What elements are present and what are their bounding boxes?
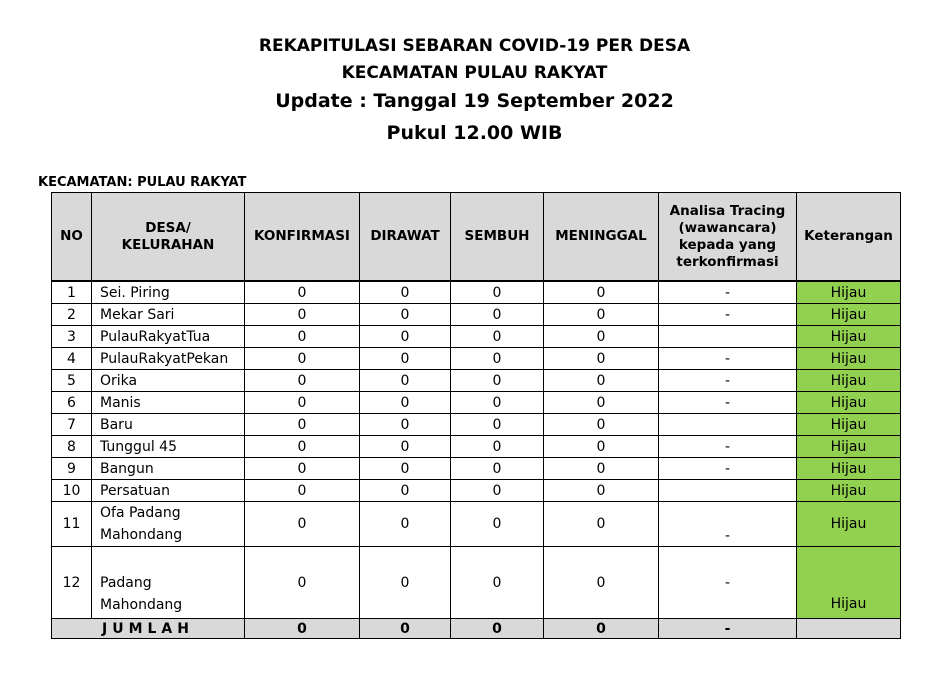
cell-keterangan: Hijau (797, 458, 901, 480)
cell-no: 9 (52, 458, 92, 480)
cell-keterangan: Hijau (797, 348, 901, 370)
cell-desa-line2: Mahondang (100, 527, 183, 543)
cell-konfirmasi: 0 (245, 326, 360, 348)
cell-meninggal: 0 (544, 414, 659, 436)
header-keterangan: Keterangan (797, 193, 901, 282)
cell-konfirmasi: 0 (245, 502, 360, 547)
table-row (52, 326, 901, 348)
report-subtitle: KECAMATAN PULAU RAKYAT (341, 63, 608, 83)
cell-keterangan: Hijau (797, 304, 901, 326)
table-body (52, 281, 901, 639)
update-time: Pukul 12.00 WIB (386, 122, 563, 144)
table-row (52, 370, 901, 392)
table-row (52, 502, 901, 547)
cell-konfirmasi: 0 (245, 281, 360, 304)
cell-keterangan: Hijau (797, 370, 901, 392)
cell-analisa: - (659, 458, 797, 480)
cell-no: 3 (52, 326, 92, 348)
header-desa-line2: KELURAHAN (121, 236, 215, 253)
cell-analisa (659, 414, 797, 436)
cell-dirawat: 0 (360, 304, 451, 326)
cell-meninggal: 0 (544, 480, 659, 502)
cell-sembuh: 0 (451, 547, 544, 619)
header-analisa-line3: kepada yang (678, 236, 777, 253)
table-header (52, 193, 901, 282)
cell-desa: Persatuan (92, 480, 245, 502)
cell-desa: Tunggul 45 (92, 436, 245, 458)
cell-konfirmasi: 0 (245, 348, 360, 370)
covid-recap-table (51, 192, 901, 639)
table-row (52, 480, 901, 502)
cell-desa: Orika (92, 370, 245, 392)
cell-desa-line1: Ofa Padang (100, 505, 181, 521)
report-title-block (0, 38, 949, 143)
header-analisa (659, 193, 797, 282)
cell-keterangan: Hijau (797, 392, 901, 414)
cell-sembuh: 0 (451, 414, 544, 436)
cell-desa (92, 547, 245, 619)
header-analisa-line2: (wawancara) (678, 219, 777, 236)
header-meninggal: MENINGGAL (544, 193, 659, 282)
cell-desa: PulauRakyatPekan (92, 348, 245, 370)
cell-konfirmasi: 0 (245, 392, 360, 414)
header-desa-line1: DESA/ (145, 219, 191, 236)
cell-konfirmasi: 0 (245, 436, 360, 458)
cell-dirawat: 0 (360, 547, 451, 619)
cell-meninggal: 0 (544, 304, 659, 326)
cell-dirawat: 0 (360, 281, 451, 304)
total-dirawat: 0 (360, 619, 451, 639)
kecamatan-label: KECAMATAN: PULAU RAKYAT (38, 175, 247, 190)
cell-no: 1 (52, 281, 92, 304)
total-meninggal: 0 (544, 619, 659, 639)
cell-desa-line2: Mahondang (100, 597, 183, 613)
header-konfirmasi: KONFIRMASI (245, 193, 360, 282)
cell-meninggal: 0 (544, 458, 659, 480)
table-row (52, 436, 901, 458)
cell-meninggal: 0 (544, 370, 659, 392)
header-dirawat: DIRAWAT (360, 193, 451, 282)
cell-sembuh: 0 (451, 370, 544, 392)
cell-konfirmasi: 0 (245, 458, 360, 480)
cell-sembuh: 0 (451, 281, 544, 304)
cell-analisa: - (659, 502, 797, 547)
cell-konfirmasi: 0 (245, 370, 360, 392)
cell-meninggal: 0 (544, 547, 659, 619)
total-analisa: - (659, 619, 797, 639)
cell-analisa: - (659, 436, 797, 458)
header-analisa-line1: Analisa Tracing (669, 202, 786, 219)
cell-keterangan: Hijau (797, 326, 901, 348)
cell-analisa: - (659, 370, 797, 392)
cell-keterangan: Hijau (797, 547, 901, 619)
cell-dirawat: 0 (360, 392, 451, 414)
cell-desa: Bangun (92, 458, 245, 480)
cell-meninggal: 0 (544, 281, 659, 304)
cell-desa: Baru (92, 414, 245, 436)
table-row (52, 414, 901, 436)
cell-no: 11 (52, 502, 92, 547)
header-analisa-line4: terkonfirmasi (676, 253, 779, 270)
table-row (52, 458, 901, 480)
cell-desa (92, 502, 245, 547)
cell-keterangan: Hijau (797, 502, 901, 547)
cell-sembuh: 0 (451, 348, 544, 370)
total-sembuh: 0 (451, 619, 544, 639)
table-row (52, 547, 901, 619)
cell-konfirmasi: 0 (245, 414, 360, 436)
cell-meninggal: 0 (544, 392, 659, 414)
cell-keterangan: Hijau (797, 480, 901, 502)
update-date: Update : Tanggal 19 September 2022 (275, 90, 674, 112)
cell-meninggal: 0 (544, 348, 659, 370)
cell-dirawat: 0 (360, 502, 451, 547)
cell-sembuh: 0 (451, 436, 544, 458)
cell-analisa: - (659, 348, 797, 370)
cell-desa: PulauRakyatTua (92, 326, 245, 348)
cell-sembuh: 0 (451, 502, 544, 547)
header-no: NO (52, 193, 92, 282)
cell-no: 2 (52, 304, 92, 326)
total-label: JUMLAH (52, 619, 245, 639)
cell-dirawat: 0 (360, 480, 451, 502)
cell-konfirmasi: 0 (245, 547, 360, 619)
report-title: REKAPITULASI SEBARAN COVID-19 PER DESA (258, 36, 691, 56)
total-row (52, 619, 901, 639)
table-row (52, 281, 901, 304)
cell-no: 10 (52, 480, 92, 502)
total-konfirmasi: 0 (245, 619, 360, 639)
cell-dirawat: 0 (360, 348, 451, 370)
cell-no: 5 (52, 370, 92, 392)
cell-desa-line1: Padang (100, 575, 152, 591)
cell-konfirmasi: 0 (245, 480, 360, 502)
cell-keterangan: Hijau (797, 414, 901, 436)
cell-analisa: - (659, 281, 797, 304)
table-row (52, 392, 901, 414)
cell-desa: Manis (92, 392, 245, 414)
cell-desa: Mekar Sari (92, 304, 245, 326)
cell-meninggal: 0 (544, 502, 659, 547)
cell-no: 12 (52, 547, 92, 619)
cell-analisa: - (659, 547, 797, 619)
cell-sembuh: 0 (451, 392, 544, 414)
cell-analisa (659, 326, 797, 348)
cell-keterangan: Hijau (797, 436, 901, 458)
cell-desa: Sei. Piring (92, 281, 245, 304)
cell-analisa (659, 480, 797, 502)
table-row (52, 304, 901, 326)
header-desa (92, 193, 245, 282)
header-sembuh: SEMBUH (451, 193, 544, 282)
cell-analisa: - (659, 392, 797, 414)
cell-keterangan: Hijau (797, 281, 901, 304)
cell-sembuh: 0 (451, 326, 544, 348)
cell-dirawat: 0 (360, 370, 451, 392)
cell-dirawat: 0 (360, 458, 451, 480)
cell-dirawat: 0 (360, 414, 451, 436)
cell-dirawat: 0 (360, 326, 451, 348)
cell-dirawat: 0 (360, 436, 451, 458)
cell-sembuh: 0 (451, 304, 544, 326)
cell-sembuh: 0 (451, 458, 544, 480)
cell-no: 8 (52, 436, 92, 458)
cell-analisa: - (659, 304, 797, 326)
cell-meninggal: 0 (544, 436, 659, 458)
cell-no: 6 (52, 392, 92, 414)
table-row (52, 348, 901, 370)
total-keterangan (797, 619, 901, 639)
cell-meninggal: 0 (544, 326, 659, 348)
cell-sembuh: 0 (451, 480, 544, 502)
cell-no: 4 (52, 348, 92, 370)
cell-konfirmasi: 0 (245, 304, 360, 326)
cell-no: 7 (52, 414, 92, 436)
